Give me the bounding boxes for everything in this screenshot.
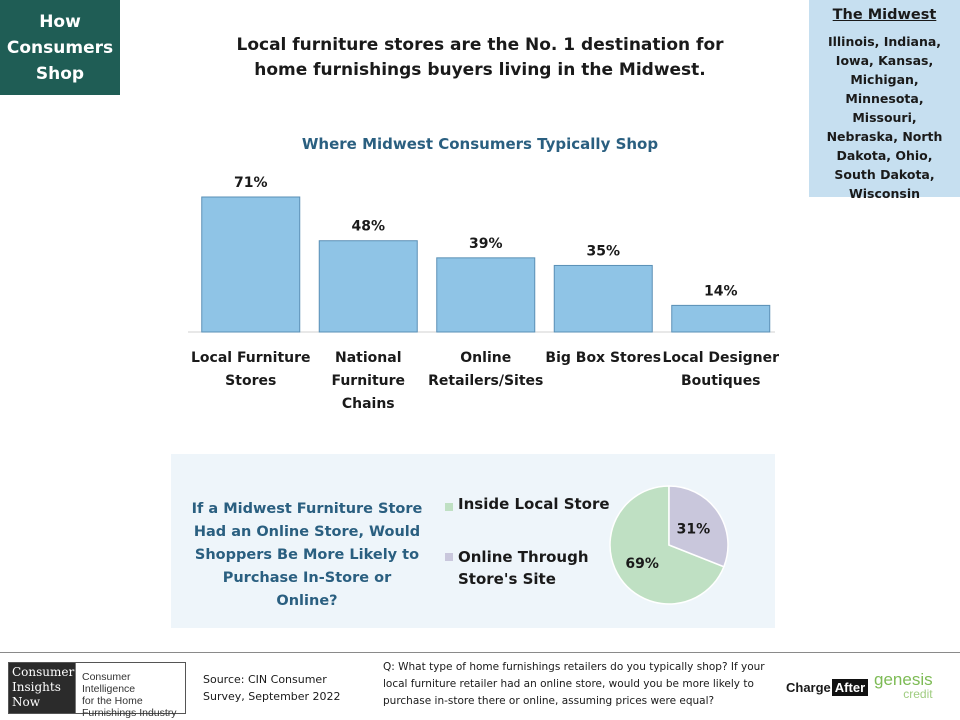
region-title: The Midwest	[832, 7, 937, 23]
bar-category-label: Online	[460, 350, 512, 366]
legend-swatch-inside-store	[445, 503, 453, 511]
logo-line: Insights	[12, 680, 61, 694]
bar-category-label: Boutiques	[680, 373, 761, 389]
pie-question-line: If a Midwest Furniture Store	[191, 501, 423, 517]
genesis-credit-logo	[874, 670, 933, 701]
bar-category-label: Big Box Stores	[545, 350, 662, 366]
bar-category-label: Local Furniture	[190, 350, 311, 366]
bar-value-label: 71%	[233, 175, 268, 191]
logo-wordmark	[9, 663, 75, 713]
bar	[202, 197, 300, 332]
logo-line: Consumer	[12, 665, 75, 679]
bar-category-label: Retailers/Sites	[428, 373, 544, 389]
genesis-main: genesis	[874, 670, 933, 689]
badge-line: Shop	[35, 64, 85, 84]
logo-tagline-line: Consumer Intelligence	[82, 671, 136, 695]
bar-value-label: 39%	[468, 235, 503, 252]
survey-question: Q: What type of home furnishings retailers do you typically shop? If your local furniture retailer had an online store, would you be more likely to purchase in-store there or online, assuming prices were equal?	[383, 661, 765, 707]
bar-chart-title: Where Midwest Consumers Typically Shop	[301, 135, 659, 153]
pie-slice-label: 69%	[625, 556, 659, 573]
bar-category-label: Local Designer	[662, 350, 780, 366]
consumer-insights-now-logo	[8, 662, 186, 719]
pie-question	[191, 498, 423, 613]
bar-chart	[170, 165, 790, 425]
logo-line: Now	[12, 695, 40, 709]
chargeafter-left: Charge	[786, 680, 831, 695]
logo-tagline-line: Furnishings Industry	[82, 707, 177, 719]
pie-chart	[605, 483, 735, 608]
source-note	[203, 671, 363, 705]
bar-category-label: Chains	[341, 396, 395, 412]
pie-question-line: Had an Online Store, Would	[193, 524, 421, 540]
legend-line: Inside Local Store	[458, 495, 610, 513]
how-consumers-shop-badge	[0, 0, 120, 95]
bar	[437, 258, 535, 332]
footer-divider	[0, 652, 960, 653]
pie-question-line: Shoppers Be More Likely to	[194, 547, 420, 563]
bar-value-label: 14%	[703, 283, 738, 300]
bar-category-label: Furniture	[331, 373, 406, 389]
source-line: Source: CIN Consumer	[203, 673, 327, 686]
bar-category-label: Stores	[225, 373, 277, 389]
headline-line-2: home furnishings buyers living in the Midwest.	[254, 60, 706, 80]
headline-line-1: Local furniture stores are the No. 1 destination for	[236, 35, 724, 55]
region-states: Illinois, Indiana, Iowa, Kansas, Michigan, Minnesota, Missouri, Nebraska, North Dakota, Ohio, South Dakota, Wisconsin	[826, 34, 943, 201]
legend-label-inside-store	[458, 493, 610, 515]
legend-line: Store's Site	[458, 570, 556, 588]
pie-question-line: Purchase In-Store or Online?	[222, 570, 392, 609]
bar	[319, 241, 417, 332]
logo-tagline-line: for the Home	[82, 695, 143, 707]
logo-tagline	[75, 663, 185, 719]
pie-slice-label: 31%	[676, 521, 711, 538]
bar-category-label: National	[335, 350, 402, 366]
legend-label-online-store-site	[458, 546, 589, 590]
chargeafter-logo	[786, 679, 868, 696]
region-box	[809, 0, 960, 201]
legend-swatch-online-store-site	[445, 553, 453, 561]
genesis-sub: credit	[903, 687, 933, 701]
badge-line: Consumers	[6, 38, 114, 58]
badge-line: How	[39, 12, 81, 32]
bar	[672, 305, 770, 332]
chargeafter-right: After	[832, 679, 868, 696]
bar-value-label: 48%	[351, 218, 386, 235]
bar	[554, 265, 652, 332]
legend-line: Online Through	[458, 548, 589, 566]
bar-value-label: 35%	[586, 243, 621, 260]
headline	[210, 33, 750, 83]
source-line: Survey, September 2022	[203, 690, 341, 703]
